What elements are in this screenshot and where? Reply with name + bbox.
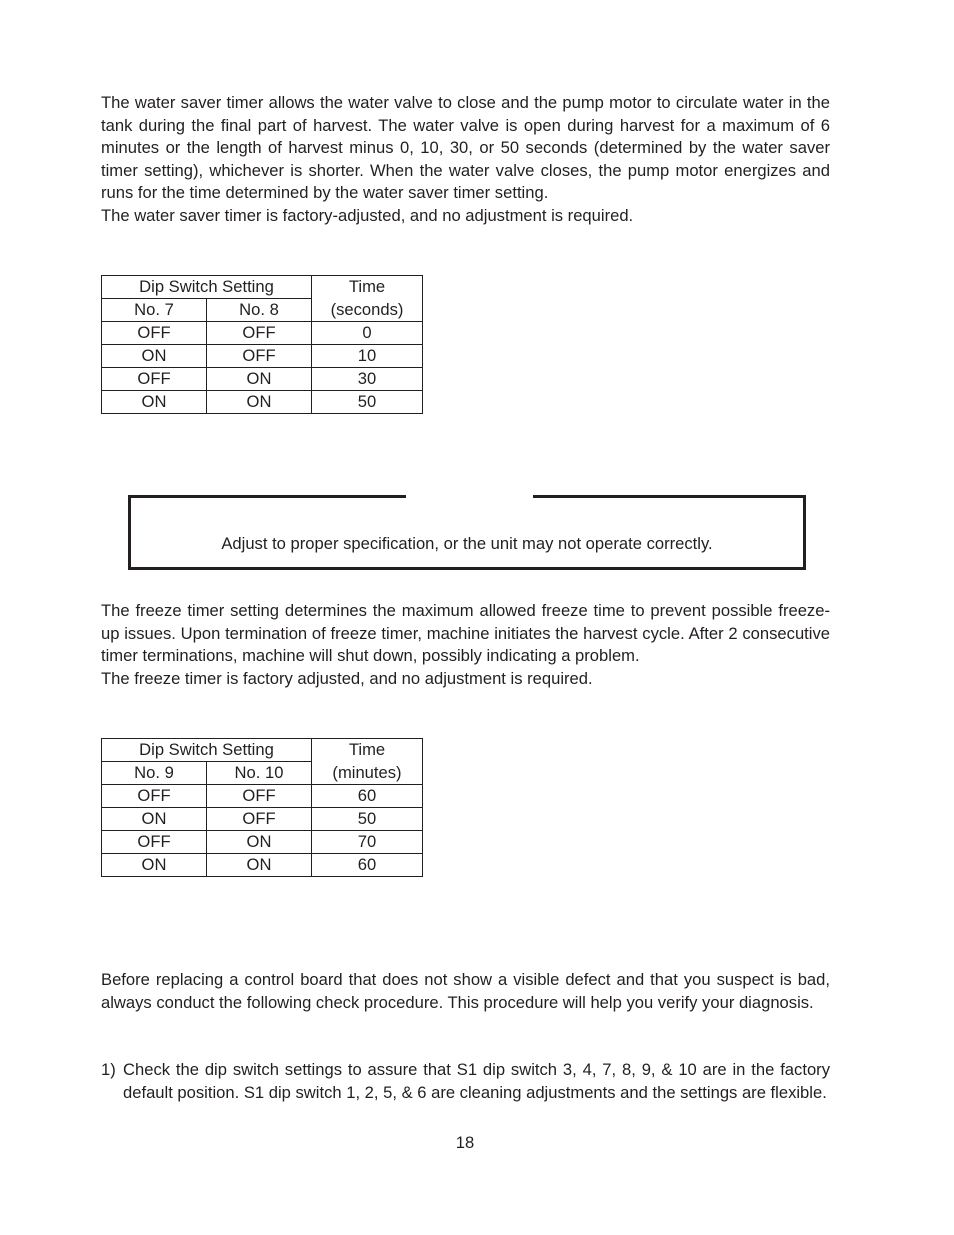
step-text: Check the dip switch settings to assure that S1 dip switch 3, 4, 7, 8, 9, & 10 are in the factory default position. S1 dip switch 1, 2, 5, & 6 are cleaning adjustments and the settings are flexible. xyxy=(123,1060,830,1102)
table-row xyxy=(102,808,423,831)
table-cell: OFF xyxy=(102,368,207,391)
table-row xyxy=(102,322,423,345)
table-cell: OFF xyxy=(207,785,312,808)
table-header-row xyxy=(102,739,423,762)
notice-header-gap xyxy=(406,495,533,498)
time-header-label: Time xyxy=(348,740,386,759)
table-row xyxy=(102,785,423,808)
time-header xyxy=(312,276,423,322)
time-header-unit: (minutes) xyxy=(332,762,402,782)
table-cell: ON xyxy=(102,391,207,414)
freeze-timer-dip-table xyxy=(101,738,423,877)
table-row xyxy=(102,345,423,368)
water-saver-note: The water saver timer is factory-adjusted, and no adjustment is required. xyxy=(101,205,634,225)
water-saver-description: The water saver timer allows the water valve to close and the pump motor to circulate water in the tank during the final part of harvest. The water valve is open during harvest for a maximum of 6 minutes or the length of harvest minus 0, 10, 30, or 50 seconds (determined by the water saver timer setting), whichever is shorter. When the water valve closes, the pump motor energizes and runs for the time determined by the water saver timer setting. xyxy=(101,93,830,203)
table-cell: 70 xyxy=(312,831,423,854)
step-number: 1) xyxy=(101,1060,116,1079)
freeze-timer-note: The freeze timer is factory adjusted, and no adjustment is required. xyxy=(101,668,593,688)
time-header-label: Time xyxy=(348,277,386,296)
time-header xyxy=(312,739,423,785)
water-saver-dip-table xyxy=(101,275,423,414)
table-cell: ON xyxy=(102,345,207,368)
table-cell: OFF xyxy=(207,322,312,345)
table-cell: ON xyxy=(207,854,312,877)
list-item xyxy=(101,1059,830,1104)
table-row xyxy=(102,854,423,877)
table-cell: ON xyxy=(207,831,312,854)
table-header-row xyxy=(102,276,423,299)
freeze-timer-paragraph xyxy=(101,600,830,690)
table-cell: 10 xyxy=(312,345,423,368)
table-cell: ON xyxy=(207,368,312,391)
table-cell: 60 xyxy=(312,785,423,808)
dip-switch-setting-header: Dip Switch Setting xyxy=(102,276,312,299)
water-saver-paragraph xyxy=(101,92,830,228)
table-cell: OFF xyxy=(102,785,207,808)
page-number: 18 xyxy=(455,1133,475,1152)
table-cell: 60 xyxy=(312,854,423,877)
table-cell: ON xyxy=(207,391,312,414)
table-cell: OFF xyxy=(102,322,207,345)
table-row xyxy=(102,391,423,414)
dip-switch-setting-header: Dip Switch Setting xyxy=(102,739,312,762)
table-cell: ON xyxy=(102,854,207,877)
col-switch-7: No. 7 xyxy=(102,299,207,322)
table-cell: 0 xyxy=(312,322,423,345)
table-cell: 50 xyxy=(312,808,423,831)
table-cell: OFF xyxy=(102,831,207,854)
notice-text: Adjust to proper specification, or the unit may not operate correctly. xyxy=(221,534,713,553)
table-row xyxy=(102,368,423,391)
col-switch-9: No. 9 xyxy=(102,762,207,785)
time-header-unit: (seconds) xyxy=(330,299,404,319)
table-cell: 50 xyxy=(312,391,423,414)
col-switch-10: No. 10 xyxy=(207,762,312,785)
check-procedure-intro: Before replacing a control board that does not show a visible defect and that you suspect is bad, always conduct the following check procedure. This procedure will help you verify your diagnosis. xyxy=(101,970,830,1012)
notice-box xyxy=(128,495,806,570)
freeze-timer-description: The freeze timer setting determines the maximum allowed freeze time to prevent possible freeze-up issues. Upon termination of freeze timer, machine initiates the harvest cycle. After 2 consecutive timer terminations, machine will shut down, possibly indicating a problem. xyxy=(101,601,830,666)
table-cell: OFF xyxy=(207,345,312,368)
table-cell: OFF xyxy=(207,808,312,831)
col-switch-8: No. 8 xyxy=(207,299,312,322)
table-cell: 30 xyxy=(312,368,423,391)
table-row xyxy=(102,831,423,854)
table-cell: ON xyxy=(102,808,207,831)
